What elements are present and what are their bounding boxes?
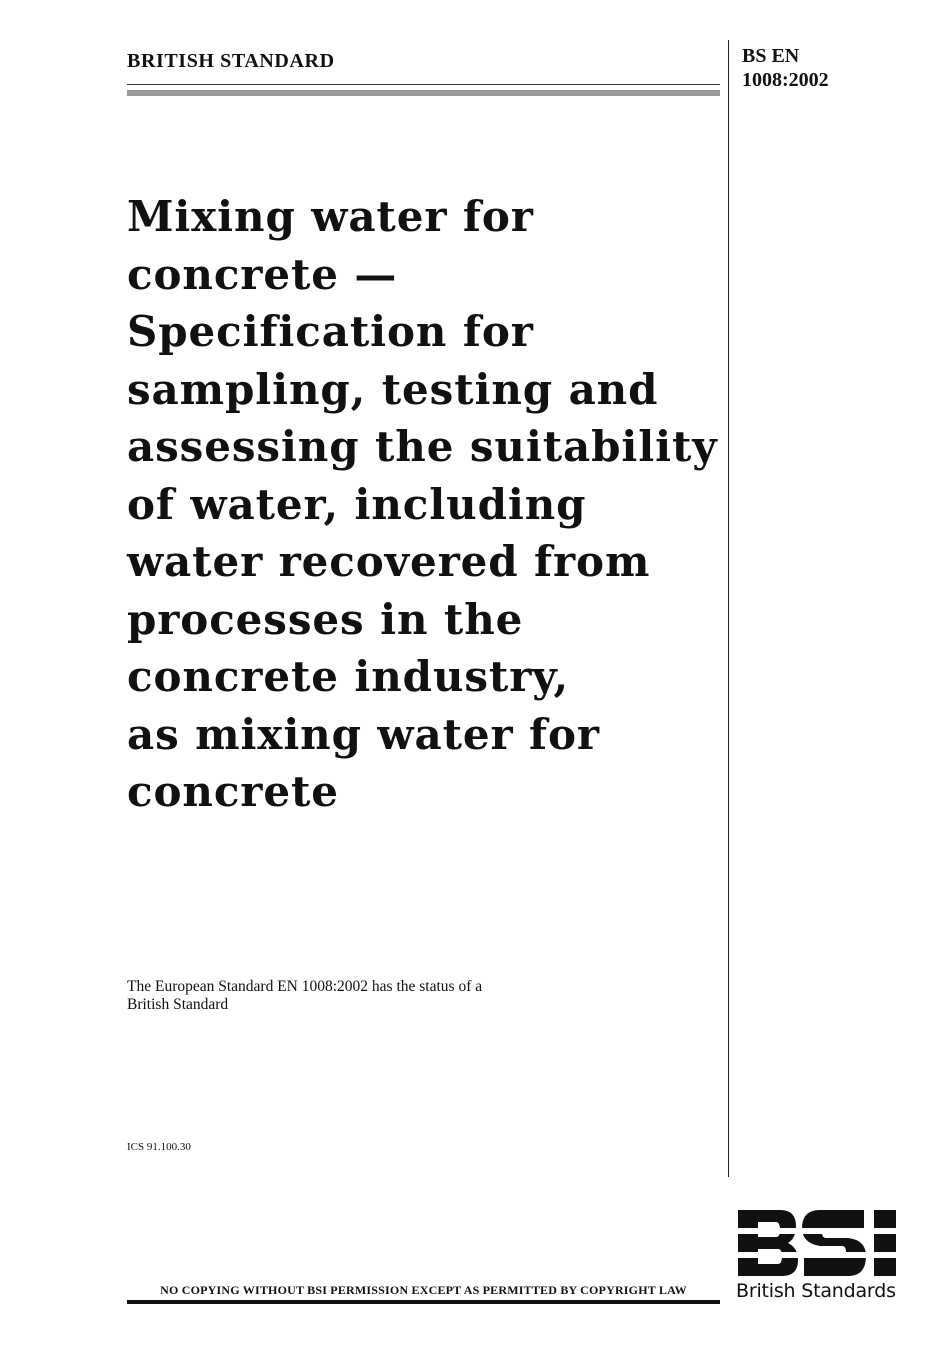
document-title bbox=[127, 188, 727, 821]
standard-number-line2: 1008:2002 bbox=[742, 69, 829, 91]
title-line: assessing the suitability bbox=[127, 422, 718, 471]
header-thick-rule bbox=[127, 90, 720, 96]
logo-dot bbox=[874, 1210, 896, 1228]
status-line2: British Standard bbox=[127, 996, 229, 1013]
footer-rule bbox=[127, 1300, 720, 1304]
title-line: sampling, testing and bbox=[127, 364, 659, 414]
title-line: of water, including bbox=[127, 479, 587, 529]
logo-caption: British Standards bbox=[736, 1280, 896, 1302]
vertical-divider bbox=[728, 40, 729, 1177]
status-statement bbox=[127, 978, 482, 1014]
standard-number-line1: BS EN bbox=[742, 45, 800, 67]
document-type-label: BRITISH STANDARD bbox=[127, 50, 335, 72]
title-line: concrete industry, bbox=[127, 652, 570, 701]
title-line: Mixing water for bbox=[127, 192, 534, 241]
ics-code: ICS 91.100.30 bbox=[127, 1141, 191, 1153]
title-line: as mixing water for bbox=[127, 709, 600, 759]
header-thin-rule bbox=[127, 84, 720, 85]
status-line1: The European Standard EN 1008:2002 has the status of a bbox=[127, 978, 483, 995]
title-line: water recovered from bbox=[127, 537, 651, 586]
standard-number bbox=[742, 44, 829, 92]
title-line: concrete — bbox=[127, 249, 398, 299]
bsi-logo-mark-icon bbox=[736, 1210, 904, 1276]
title-line: Specification for bbox=[127, 307, 534, 356]
bsi-logo bbox=[736, 1210, 906, 1302]
copyright-notice: NO COPYING WITHOUT BSI PERMISSION EXCEPT AS PERMITTED BY COPYRIGHT LAW bbox=[160, 1283, 687, 1297]
title-line: concrete bbox=[127, 767, 339, 816]
title-line: processes in the bbox=[127, 594, 524, 644]
